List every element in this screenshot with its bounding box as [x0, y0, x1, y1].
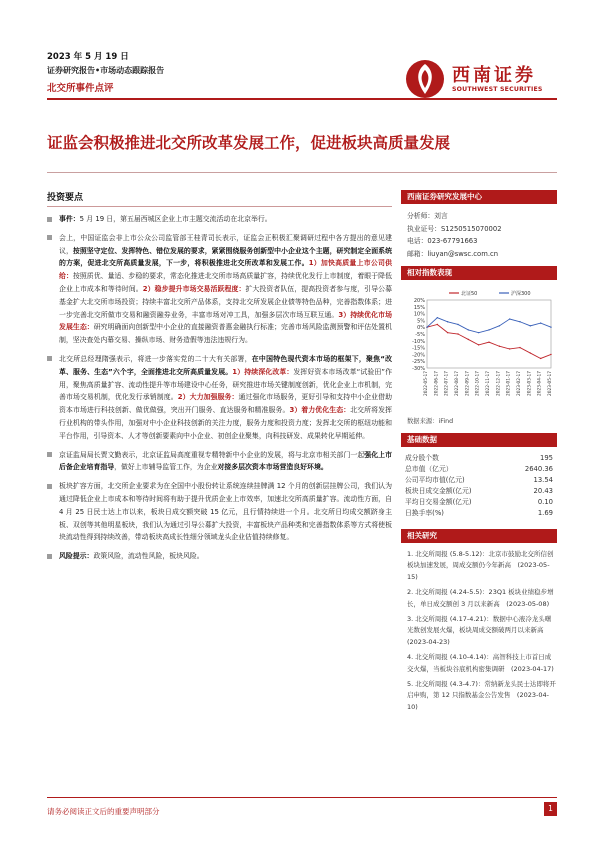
event-lead: 事件：	[59, 215, 80, 223]
y-tick-label: -20%	[412, 352, 425, 359]
logo-cn-text: 西南证券	[452, 65, 536, 86]
x-tick-label: 2023-04-17	[537, 371, 543, 396]
x-tick-label: 2022-05-17	[424, 371, 429, 396]
related-item[interactable]: 5. 北交所周报 (4.3-4.7)：常纳新龙头民士达即将开启申购，第 12 只指数基金公告发售 (2023-04-10)	[407, 680, 556, 711]
series-point	[447, 321, 448, 322]
series-point	[550, 327, 551, 328]
x-tick-label: 2022-08-17	[455, 371, 460, 396]
relative-index-chart	[401, 286, 557, 414]
series-point	[447, 332, 448, 333]
basic-data-value: 1.69	[537, 509, 553, 517]
bse-bold-1: 在中国特色现代资本市场的框架下，聚焦“改革、服务、生态”六个字，全面推进北交所高质量发展。	[59, 354, 392, 376]
title-divider	[47, 172, 557, 173]
basic-data-value: 13.54	[533, 476, 553, 484]
y-tick-label: -30%	[412, 366, 425, 372]
legend-label: 北证50	[461, 291, 478, 297]
series-point	[457, 333, 458, 334]
related-item[interactable]: 3. 北交所周报 (4.17-4.21)：数据中心液冷龙头曙光数创发展火爆，板块周成交额破两月以来新高 (2023-04-23)	[407, 615, 552, 646]
chart-svg	[401, 286, 557, 414]
bse-text-2: 发挥好资本市场改革“试验田”作用，聚焦高质量扩容、流动性提升等市场建设中心任务，研究推进市场关键制度创新，优化企业上市机制，完善市场交易机制，优化发行承销制度。	[59, 367, 393, 402]
series-point	[530, 352, 531, 353]
csrc-text-4: 研究明确面向创新型中小企业的直接融资普惠金融执行标准；完善市场风险监测预警和评估处置机制，坚决查处内幕交易、操纵市场、财务造假等违法违规行为。	[59, 323, 393, 345]
legend-label: 沪深300	[511, 291, 531, 297]
bureau-text-1: 京证监局局长贾文勤表示，北京证监局高度重视专精特新中小企业的发展，将与北京市相关部门一起	[59, 450, 365, 459]
related-research-bar: 相关研究	[401, 529, 557, 543]
csrc-text-3: 扩大投资者队伍，提高投资者参与度，引导公募基金扩大北交所市场投资；持续丰富北交所产品体系，支持北交所发展企业债等特色品种，完善指数体系；进一步完善北交所做市交易和融资融券业务，丰富市场对冲工具，加强多层次市场互联互通。	[59, 284, 393, 319]
risk-lead: 风险提示：	[59, 552, 94, 561]
basic-data-value: 20.43	[533, 487, 553, 495]
series-point	[426, 327, 427, 328]
bureau-text-2: ，做好上市辅导监管工作，为企业	[114, 463, 218, 472]
footer-divider	[47, 797, 557, 798]
bse-point-3: 3）着力优化生态：	[289, 406, 351, 415]
series-point	[519, 347, 520, 348]
research-center-bar: 西南证券研究发展中心	[401, 190, 557, 204]
y-tick-label: 5%	[417, 318, 425, 325]
series-point	[437, 324, 438, 325]
summary-beijing-bureau	[47, 449, 392, 475]
series-point	[457, 324, 458, 325]
report-date: 2023 年 5 月 19 日	[47, 52, 129, 62]
summary-event	[47, 213, 392, 226]
basic-data-value: 0.10	[537, 498, 553, 506]
footer-disclaimer: 请务必阅读正文后的重要声明部分	[47, 807, 160, 816]
sidebar	[401, 190, 557, 717]
summary-risk	[47, 550, 392, 563]
basic-data-row	[401, 475, 557, 486]
x-tick-label: 2022-09-17	[465, 371, 471, 396]
basic-data-row	[401, 453, 557, 464]
series-point	[540, 322, 541, 323]
basic-data-row	[401, 464, 557, 475]
related-item[interactable]: 1. 北交所周报 (5.8-5.12)：北京市鼓励北交所信创板块加速发展，周成交额仍今年新高 (2023-05-15)	[407, 550, 554, 581]
basic-data-label: 总市值（亿元）	[405, 465, 453, 473]
header-divider	[47, 98, 557, 100]
series-point	[509, 318, 510, 319]
report-type: 北交所事件点评	[47, 83, 114, 94]
csrc-text-1: 会上，中国证监会非上市公众公司监管部王桂青司长表示，证监会正积极汇聚调研过程中各方提出的意见建议，	[59, 233, 392, 255]
bse-text-3: 通过强化市场服务，更好引导和支持中小企业借助资本市场进行科技创新、做优做强，突出开门服务、直达服务和精准服务。	[59, 393, 393, 415]
y-tick-label: 0%	[417, 325, 425, 332]
series-point	[488, 329, 489, 330]
risk-text: 政策风险，流动性风险，板块风险。	[93, 552, 204, 561]
series-point	[499, 325, 500, 326]
csrc-bold-1: 按照坚守定位、发挥特色、错位发展的要求，紧紧围绕服务创新型中小企业这个主题，研究制定全面系统的方案，促进北交所高质量发展，下一步，将积极推进北交所改革和发展工作。	[59, 246, 393, 268]
y-tick-label: 10%	[413, 311, 425, 318]
basic-data-label: 公司平均市值(亿元)	[405, 476, 465, 484]
analyst-info	[401, 210, 557, 260]
x-tick-label: 2022-12-17	[496, 371, 502, 396]
summary-bse	[47, 353, 392, 443]
series-point	[488, 341, 489, 342]
x-tick-label: 2022-11-17	[486, 371, 491, 396]
basic-data-label: 日换手率(%)	[405, 509, 444, 517]
series-point	[468, 339, 469, 340]
csrc-point-1: 1）加快高质量上市公司供给：	[59, 259, 392, 281]
logo-mark-icon	[404, 58, 446, 100]
csrc-point-2: 2）稳步提升市场交易活跃程度：	[142, 284, 246, 293]
analyst-email[interactable]: 邮箱：liuyan@swsc.com.cn	[407, 249, 499, 258]
csrc-text-2: 按照质优、量适、步稳的要求，常态化推进北交所市场高质量扩容，持续优化发行上市制度，着眼于降低企业上市成本和等待时间。	[59, 272, 393, 293]
company-logo	[404, 58, 556, 100]
basic-data-value: 2640.36	[524, 465, 553, 473]
basic-data-table	[401, 453, 557, 519]
series-point	[437, 317, 438, 318]
y-tick-label: 15%	[413, 304, 425, 311]
basic-data-value: 195	[540, 454, 553, 462]
bse-point-2: 2）大力加强服务：	[177, 393, 239, 402]
series-point	[499, 346, 500, 347]
basic-data-row	[401, 497, 557, 508]
series-point	[509, 348, 510, 349]
y-tick-label: -25%	[412, 359, 425, 366]
series-point	[468, 329, 469, 330]
x-tick-label: 2022-07-17	[444, 371, 450, 396]
summary-heading: 投资要点	[47, 190, 392, 207]
bureau-bold-2: 对接多层次资本市场营造良好环境。	[217, 463, 328, 472]
basic-data-row	[401, 486, 557, 497]
x-tick-label: 2023-02-17	[517, 371, 522, 396]
basic-data-bar: 基础数据	[401, 433, 557, 447]
bse-text-1: 北交所总经理隋强表示，将进一步落实党的二十大有关部署，	[59, 354, 252, 363]
analyst-license: 执业证号：S1250515070002	[407, 224, 502, 233]
basic-data-label: 成分股个数	[405, 454, 439, 462]
logo-en-text: SOUTHWEST SECURITIES	[452, 86, 543, 93]
related-item[interactable]: 2. 北交所周报 (4.24-5.5)：23Q1 板块业绩稳步增长，单日成交额创 3 月以来新高 (2023-05-08)	[407, 588, 554, 608]
analyst-phone: 电话：023-67791663	[407, 237, 478, 245]
series-point	[478, 344, 479, 345]
x-tick-label: 2023-05-17	[548, 371, 553, 396]
event-text: 5 月 19 日，第五届西城区企业上市主题交流活动在北京举行。	[79, 215, 272, 223]
analysis-text: 板块扩容方面，北交所企业要求为在全国中小股份转让系统连续挂牌满 12 个月的创新层挂牌公司，我们认为通过降低企业上市成本和等待时间将有助于提升优质企业上市效率，加速北交所高质量扩容。流动性方面，自 4 月 25 日民士达上市以来，板块日成交额突破 15 亿元，且行情持续进一个月。北交所日均成交额跻身主板、双创等其他明星板块，我们认为通过引导公募扩大投资，丰富板块产品种类和完善指数体系等方式将使板块流动性得到持续改善，带动板块高成长性细分领域龙头企业估值持续修复。	[59, 482, 392, 542]
chart-section-bar: 相对指数表现	[401, 266, 557, 280]
basic-data-label: 平均日交易金额(亿元)	[405, 498, 472, 506]
x-tick-label: 2022-10-17	[475, 371, 481, 396]
bse-text-4: 北交所将发挥行业机构的带头作用，加强对中小企业科技创新的关注力度，服务力度和投资力度；发挥北交所的枢纽功能和平台作用，引导资本、人才等创新要素向中小企业、初创企业聚集，向科技研发、成果转化早期延伸。	[59, 406, 393, 440]
analyst-name: 分析师：刘言	[407, 212, 448, 220]
x-tick-label: 2023-01-17	[506, 371, 512, 396]
y-tick-label: -5%	[415, 332, 425, 338]
bureau-bold-1: 强化上市后备企业培育指导	[59, 450, 393, 472]
series-point	[530, 325, 531, 326]
page-number: 1	[544, 802, 557, 816]
chart-source: 数据来源：iFind	[407, 418, 454, 425]
plot-frame	[427, 300, 551, 368]
series-point	[478, 332, 479, 333]
summary-analysis	[47, 480, 392, 544]
y-tick-label: 20%	[413, 298, 425, 304]
y-tick-label: -10%	[412, 338, 425, 345]
related-item[interactable]: 4. 北交所周报 (4.10-4.14)：高智科技上市首日成交火爆，当板块谷底机构密集调研 (2023-04-17)	[407, 653, 554, 673]
related-research-list	[401, 549, 557, 713]
series-point	[550, 354, 551, 355]
bse-point-1: 1）持续深化改革：	[232, 367, 294, 376]
x-tick-label: 2022-06-17	[434, 371, 440, 396]
basic-data-label: 板块日成交金额(亿元)	[405, 487, 472, 495]
series-point	[540, 358, 541, 359]
page-title: 证监会积极推进北交所改革发展工作，促进板块高质量发展	[47, 134, 451, 152]
basic-data-row	[401, 508, 557, 519]
x-tick-label: 2023-03-17	[527, 371, 533, 396]
y-tick-label: -15%	[412, 345, 425, 352]
summary-csrc	[47, 232, 392, 347]
investment-summary	[47, 190, 392, 569]
csrc-point-3: 3）持续优化市场发展生态：	[59, 310, 393, 332]
report-category: 证券研究报告•市场动态跟踪报告	[47, 66, 165, 75]
series-point	[519, 321, 520, 322]
